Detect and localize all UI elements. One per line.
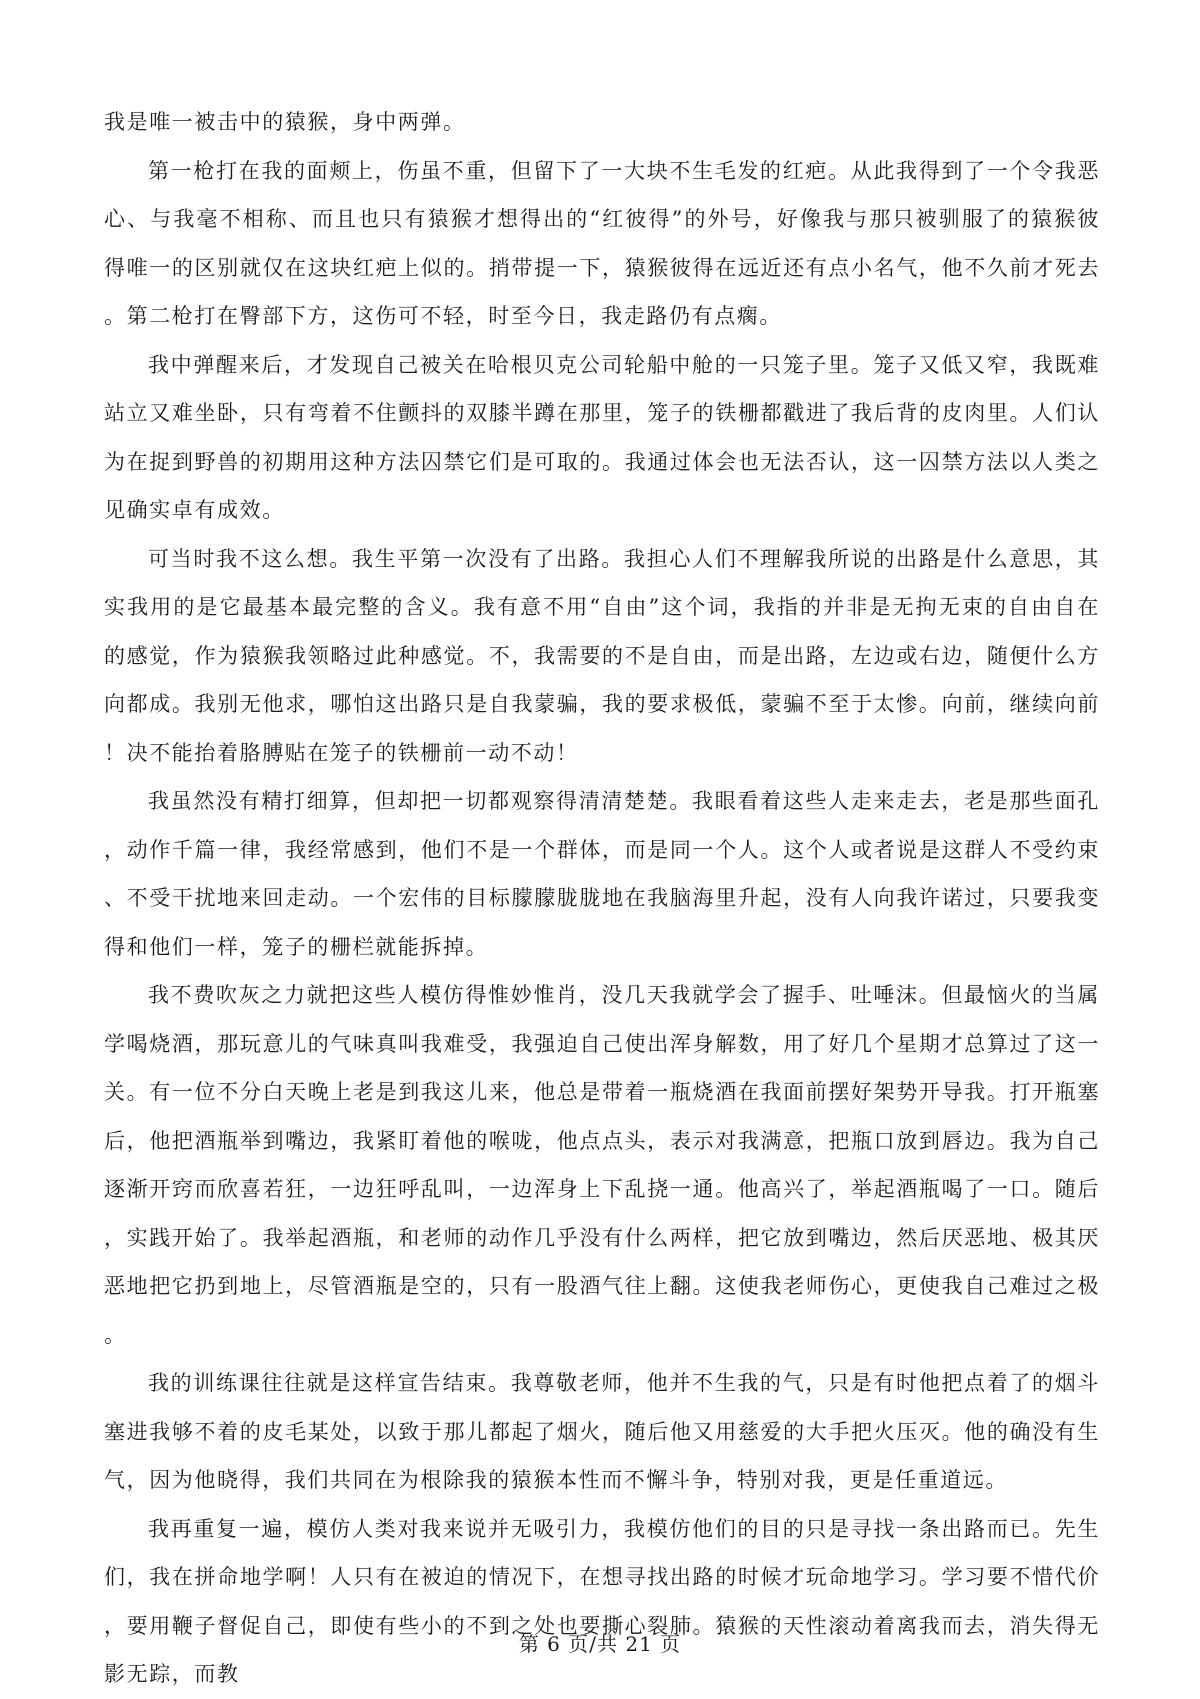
paragraph-4: 可当时我不这么想。我生平第一次没有了出路。我担心人们不理解我所说的出路是什么意思，其实我用的是它最基本最完整的含义。我有意不用“自由”这个词，我指的并非是无拘无束的自由自在的感觉，作为猿猴我领略过此种感觉。不，我需要的不是自由，而是出路，左边或右边，随便什么方向都成。我别无他求，哪怕这出路只是自我蒙骗，我的要求极低，蒙骗不至于太惨。向前，继续向前！决不能抬着胳膊贴在笼子的铁栅前一动不动！ (104, 546, 1100, 765)
paragraph-5: 我虽然没有精打细算，但却把一切都观察得清清楚楚。我眼看着这些人走来走去，老是那些面孔，动作千篇一律，我经常感到，他们不是一个群体，而是同一个人。这个人或者说是这群人不受约束、不受干扰地来回走动。一个宏伟的目标朦朦胧胧地在我脑海里升起，没有人向我许诺过，只要我变得和他们一样，笼子的栅栏就能拆掉。 (104, 789, 1100, 959)
paragraph-3: 我中弹醒来后，才发现自己被关在哈根贝克公司轮船中舱的一只笼子里。笼子又低又窄，我既难站立又难坐卧，只有弯着不住颤抖的双膝半蹲在那里，笼子的铁栅都戳进了我后背的皮肉里。人们认为在捉到野兽的初期用这种方法囚禁它们是可取的。我通过体会也无法否认，这一囚禁方法以人类之见确实卓有成效。 (104, 352, 1100, 522)
paragraph-2: 第一枪打在我的面颊上，伤虽不重，但留下了一大块不生毛发的红疤。从此我得到了一个令我恶心、与我毫不相称、而且也只有猿猴才想得出的“红彼得”的外号，好像我与那只被驯服了的猿猴彼得唯一的区别就仅在这块红疤上似的。捎带提一下，猿猴彼得在远近还有点小名气，他不久前才死去。第二枪打在臀部下方，这伤可不轻，时至今日，我走路仍有点瘸。 (104, 158, 1100, 328)
paragraph-8: 我再重复一遍，模仿人类对我来说并无吸引力，我模仿他们的目的只是寻找一条出路而已。先生们，我在拼命地学啊！人只有在被迫的情况下，在想寻找出路的时候才玩命地学习。学习要不惜代价，要用鞭子督促自己，即使有些小的不到之处也要撕心裂肺。猿猴的天性滚动着离我而去，消失得无影无踪，而教 (104, 1516, 1100, 1686)
document-body (104, 98, 1100, 1699)
paragraph-6: 我不费吹灰之力就把这些人模仿得惟妙惟肖，没几天我就学会了握手、吐唾沫。但最恼火的当属学喝烧酒，那玩意儿的气味真叫我难受，我强迫自己使出浑身解数，用了好几个星期才总算过了这一关。有一位不分白天晚上老是到我这儿来，他总是带着一瓶烧酒在我面前摆好架势开导我。打开瓶塞后，他把酒瓶举到嘴边，我紧盯着他的喉咙，他点点头，表示对我满意，把瓶口放到唇边。我为自己逐渐开窍而欣喜若狂，一边狂呼乱叫，一边浑身上下乱挠一通。他高兴了，举起酒瓶喝了一口。随后，实践开始了。我举起酒瓶，和老师的动作几乎没有什么两样，把它放到嘴边，然后厌恶地、极其厌恶地把它扔到地上，尽管酒瓶是空的，只有一股酒气往上翻。这使我老师伤心，更使我自己难过之极。 (104, 983, 1100, 1347)
paragraph-1: 我是唯一被击中的猿猴，身中两弹。 (104, 110, 466, 134)
page-number: 第 6 页/共 21 页 (518, 1632, 682, 1656)
paragraph-7: 我的训练课往往就是这样宣告结束。我尊敬老师，他并不生我的气，只是有时他把点着了的烟斗塞进我够不着的皮毛某处，以致于那儿都起了烟火，随后他又用慈爱的大手把火压灭。他的确没有生气，因为他晓得，我们共同在为根除我的猿猴本性而不懈斗争，特别对我，更是任重道远。 (104, 1371, 1100, 1492)
